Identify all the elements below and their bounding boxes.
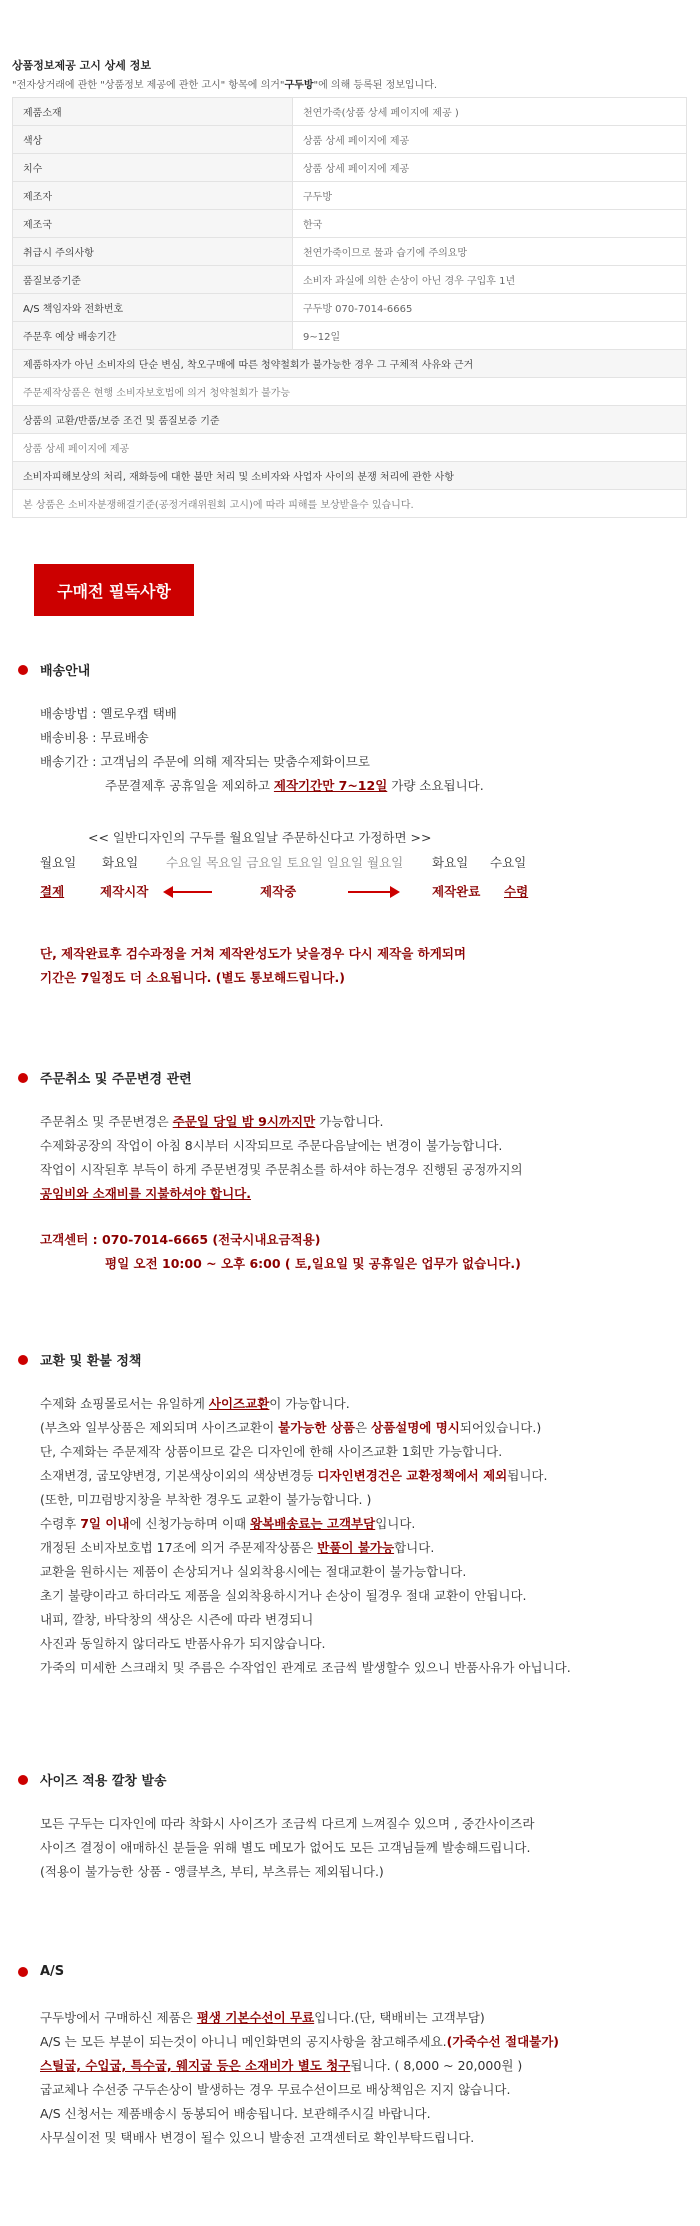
must-read-badge: 구매전 필독사항 — [34, 564, 194, 616]
info-row — [13, 98, 687, 126]
info-section-text: 주문제작상품은 현행 소비자보호법에 의거 청약철회가 불가능 — [13, 378, 687, 406]
arrow-line — [348, 891, 390, 893]
arrow-line — [172, 891, 212, 893]
info-section-text: 소비자피해보상의 처리, 재화등에 대한 불만 처리 및 소비자와 사업자 사이의 분쟁 처리에 관한 사항 — [13, 462, 687, 490]
notice-subtitle: "전자상거래에 관한 "상품정보 제공에 관한 고시" 항목에 의거"구두방"에 의해 등록된 정보입니다. — [12, 80, 438, 91]
info-section-text: 본 상품은 소비자분쟁해결기준(공정거래위원회 고시)에 따라 피해를 보상받을수 있습니다. — [13, 490, 687, 518]
schedule-note: << 일반디자인의 구두를 월요일날 주문하신다고 가정하면 >> — [88, 830, 432, 845]
info-section-row — [13, 462, 687, 490]
info-row — [13, 154, 687, 182]
info-section-text: 제품하자가 아닌 소비자의 단순 변심, 착오구매에 따른 청약철회가 불가능한 경우 그 구체적 사유와 근거 — [13, 350, 687, 378]
info-row — [13, 294, 687, 322]
section-insole-heading: 사이즈 적용 깔창 발송 — [18, 1770, 167, 1789]
stage-label: 제작완료 — [432, 884, 481, 899]
exchange-info: 수제화 쇼핑몰로서는 유일하게 사이즈교환이 가능합니다. (부츠와 일부상품은 제외되며 사이즈교환이 불가능한 상품은 상품설명에 명시되어있습니다.) 단, 수제화는 주문제작 상품이므로 같은 디자인에 한해 사이즈교환 1회만 가능합니다. 소재변경, 굽모양변경, 기본색상이외의 색상변경등 디자인변경건은 교환정책에서 제외됩니다. (또한, 미끄럼방지창을 부착한 경우도 교환이 불가능합니다. ) 수령후 7일 이내에 신청가능하며 이때 왕복배송료는 고객부담입니다. 개정된 소비자보호법 17조에 의거 주문제작상품은 반품이 불가능합니다. 교환을 원하시는 제품이 손상되거나 실외착용시에는 절대교환이 불가능합니다. 초기 불량이라고 하더라도 제품을 실외착용하시거나 손상이 될경우 절대 교환이 안됩니다. 내피, 깔창, 바닥창의 색상은 시즌에 따라 변경되니 사진과 동일하지 않더라도 반품사유가 되지않습니다. 가죽의 미세한 스크래치 및 주름은 수작업인 관계로 조금씩 발생할수 있으니 반품사유가 아닙니다. — [40, 1396, 571, 1675]
info-row — [13, 126, 687, 154]
info-row — [13, 322, 687, 350]
info-value: 소비자 과실에 의한 손상이 아닌 경우 구입후 1년 — [293, 266, 687, 294]
product-info-table — [12, 97, 687, 518]
shipping-info: 배송방법 : 옐로우캡 택배 배송비용 : 무료배송 배송기간 : 고객님의 주문에 의해 제작되는 맞춤수제화이므로 주문결제후 공휴일을 제외하고 제작기간만 7~12일 가량 소요됩니다. — [40, 706, 484, 793]
info-value: 구두방 — [293, 182, 687, 210]
info-section-value — [13, 490, 687, 518]
info-row — [13, 182, 687, 210]
shipping-warning: 단, 제작완료후 검수과정을 거쳐 제작완성도가 낮을경우 다시 제작을 하게되며 기간은 7일정도 더 소요됩니다. (별도 통보해드립니다.) — [40, 946, 466, 985]
info-key: 제조자 — [13, 182, 293, 210]
stage-label: 결제 — [40, 884, 65, 899]
info-section-row — [13, 406, 687, 434]
info-section-value — [13, 434, 687, 462]
info-key: 제품소재 — [13, 98, 293, 126]
notice-title: 상품정보제공 고시 상세 정보 — [12, 59, 151, 72]
as-info: 구두방에서 구매하신 제품은 평생 기본수선이 무료입니다.(단, 택배비는 고객부담) A/S 는 모든 부분이 되는것이 아니니 메인화면의 공지사항을 참고해주세요.(가죽수선 절대불가) 스틸굽, 수입굽, 특수굽, 웨지굽 등은 소재비가 별도 청구됩니다. ( 8,000 ~ 20,000원 ) 굽교체나 수선중 구두손상이 발생하는 경우 무료수선이므로 배상책임은 지지 않습니다. A/S 신청서는 제품배송시 동봉되어 배송됩니다. 보관해주시길 바랍니다. 사무실이전 및 택배사 변경이 될수 있으니 발송전 고객센터로 확인부탁드립니다. — [40, 2010, 560, 2145]
day-label: 월요일 — [40, 855, 77, 870]
info-row — [13, 266, 687, 294]
info-value: 천연가죽(상품 상세 페이지에 제공 ) — [293, 98, 687, 126]
info-value: 상품 상세 페이지에 제공 — [293, 154, 687, 182]
section-shipping-heading: 배송안내 — [18, 660, 90, 679]
info-value: 상품 상세 페이지에 제공 — [293, 126, 687, 154]
insole-info: 모든 구두는 디자인에 따라 착화시 사이즈가 조금씩 다르게 느껴질수 있으며 , 중간사이즈라 사이즈 결정이 애매하신 분들을 위해 별도 메모가 없어도 모든 고객님들께 발송해드립니다. (적용이 불가능한 상품 - 앵클부츠, 부티, 부츠류는 제외됩니다.) — [40, 1816, 535, 1879]
bullet-icon — [18, 1967, 28, 1977]
customer-center: 고객센터 : 070-7014-6665 (전국시내요금적용) 평일 오전 10:00 ~ 오후 6:00 ( 토,일요일 및 공휴일은 업무가 없습니다.) — [40, 1232, 521, 1271]
day-label: 화요일 — [432, 855, 469, 870]
day-label: 수요일 목요일 금요일 토요일 일요일 월요일 — [166, 855, 404, 870]
info-key: 주문후 예상 배송기간 — [13, 322, 293, 350]
info-section-text: 상품의 교환/반품/보증 조건 및 품질보증 기준 — [13, 406, 687, 434]
info-row — [13, 238, 687, 266]
day-label: 화요일 — [102, 855, 139, 870]
info-value: 9~12일 — [293, 322, 687, 350]
info-key: 색상 — [13, 126, 293, 154]
info-key: 취급시 주의사항 — [13, 238, 293, 266]
info-value: 한국 — [293, 210, 687, 238]
section-cancel-heading: 주문취소 및 주문변경 관련 — [18, 1068, 192, 1087]
stage-label: 제작시작 — [100, 884, 149, 899]
bullet-icon — [18, 1355, 28, 1365]
arrow-right-icon — [390, 886, 400, 898]
stage-label: 제작중 — [260, 884, 297, 899]
info-key: A/S 책임자와 전화번호 — [13, 294, 293, 322]
info-key: 품질보증기준 — [13, 266, 293, 294]
stage-label: 수령 — [504, 884, 529, 899]
bullet-icon — [18, 1775, 28, 1785]
info-section-row — [13, 350, 687, 378]
info-value: 구두방 070-7014-6665 — [293, 294, 687, 322]
info-key: 치수 — [13, 154, 293, 182]
info-section-text: 상품 상세 페이지에 제공 — [13, 434, 687, 462]
info-row — [13, 210, 687, 238]
bullet-icon — [18, 1073, 28, 1083]
day-label: 수요일 — [490, 855, 527, 870]
bullet-icon — [18, 665, 28, 675]
info-value: 천연가죽이므로 물과 습기에 주의요망 — [293, 238, 687, 266]
section-as-heading: A/S — [18, 1964, 64, 1979]
cancel-info: 주문취소 및 주문변경은 주문일 당일 밤 9시까지만 가능합니다. 수제화공장의 작업이 아침 8시부터 시작되므로 주문다음날에는 변경이 불가능합니다. 작업이 시작된후 부득이 하게 주문변경및 주문취소를 하셔야 하는경우 진행된 공정까지의 공임비와 소재비를 지불하셔야 합니다. — [40, 1114, 523, 1201]
info-key: 제조국 — [13, 210, 293, 238]
section-exchange-heading: 교환 및 환불 정책 — [18, 1350, 141, 1369]
info-section-value — [13, 378, 687, 406]
